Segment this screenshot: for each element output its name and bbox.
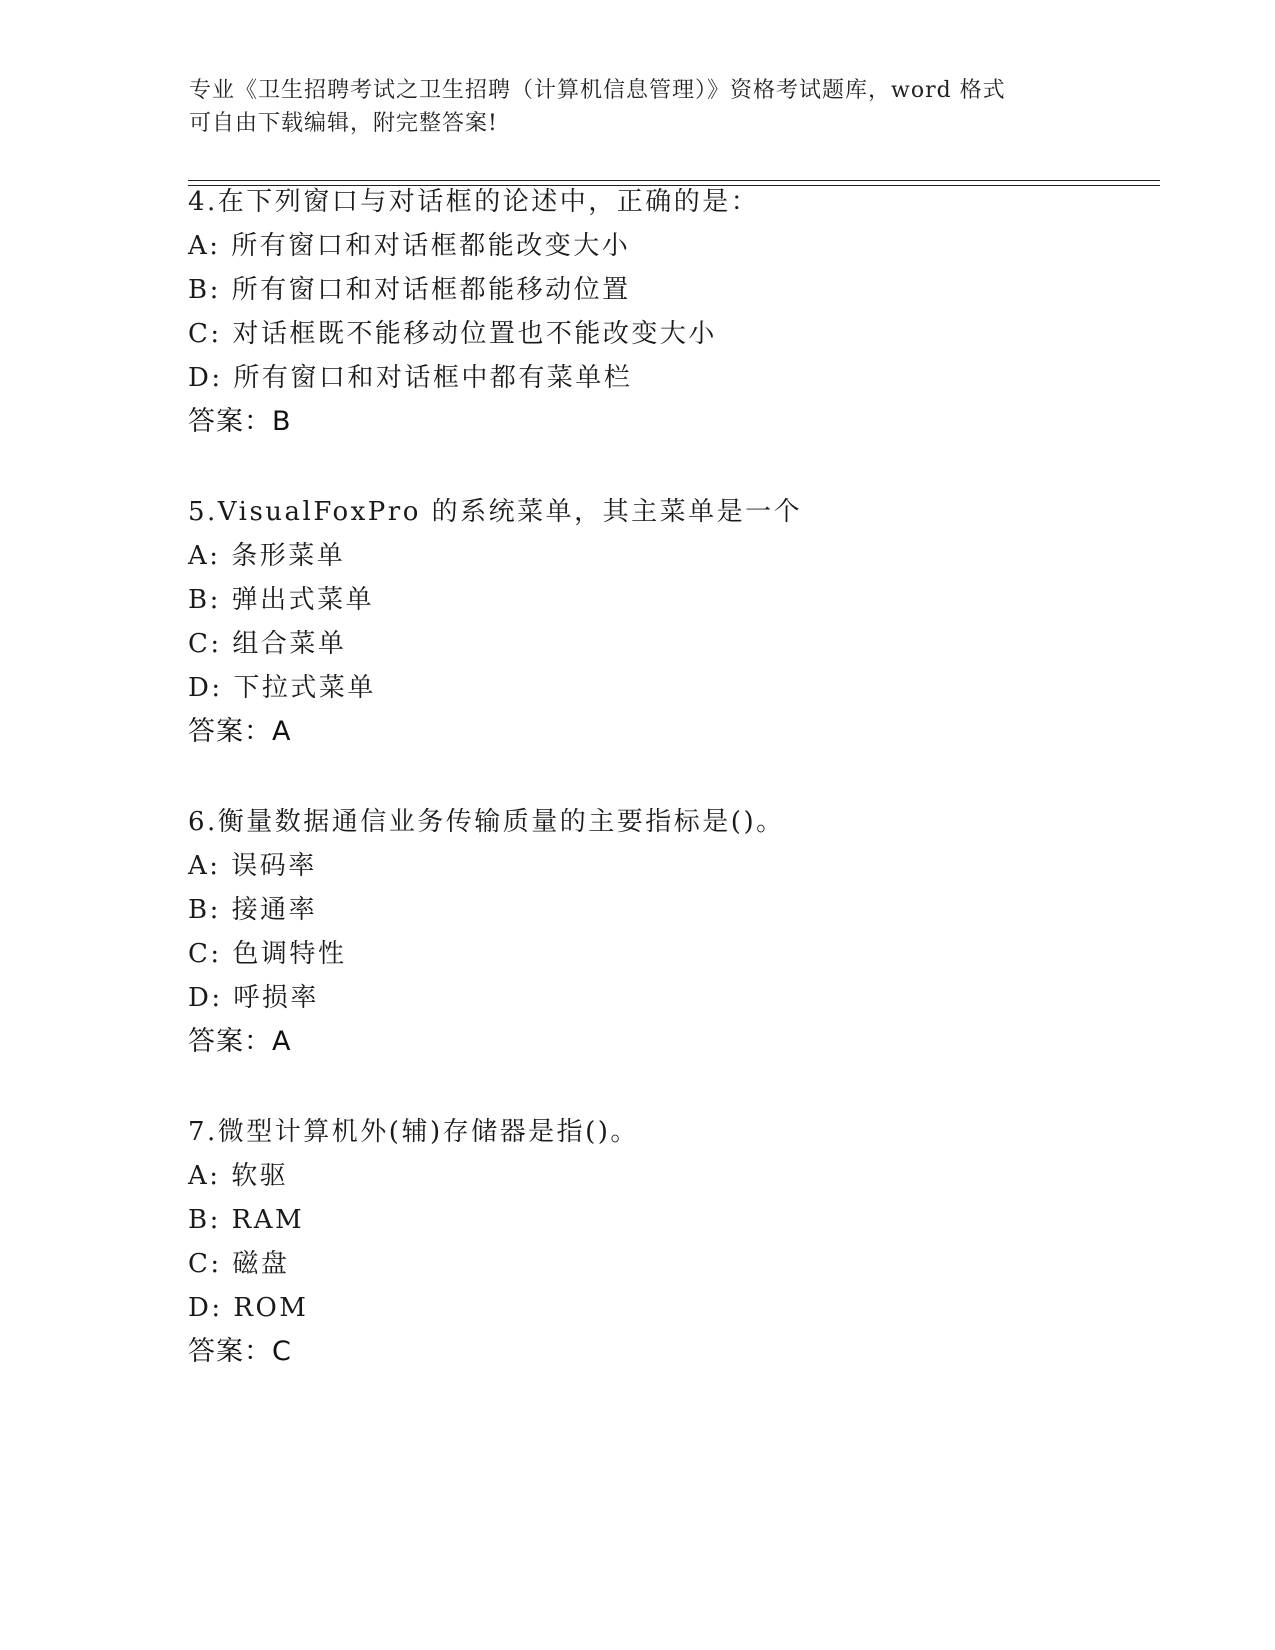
header-line-1: 专业《卫生招聘考试之卫生招聘（计算机信息管理）》资格考试题库，word 格式 <box>189 78 1006 103</box>
answer-line: 答案：B <box>188 406 292 437</box>
header-line-2: 可自由下载编辑，附完整答案! <box>189 111 498 136</box>
option-c: C: 磁盘 <box>188 1249 290 1279</box>
option-d: D: 下拉式菜单 <box>188 673 376 703</box>
option-a: A: 软驱 <box>188 1161 289 1191</box>
option-c: C: 色调特性 <box>188 939 347 969</box>
answer-line: 答案：A <box>188 716 292 747</box>
option-b: B: RAM <box>188 1205 305 1235</box>
question-stem: 6.衡量数据通信业务传输质量的主要指标是()。 <box>188 807 785 837</box>
option-d: D: 呼损率 <box>188 983 319 1013</box>
document-header <box>189 74 1089 140</box>
option-d: D: 所有窗口和对话框中都有菜单栏 <box>188 363 633 393</box>
header-divider-top <box>188 180 1160 181</box>
option-b: B: 弹出式菜单 <box>188 585 375 615</box>
question-stem: 7.微型计算机外(辅)存储器是指()。 <box>188 1117 639 1147</box>
option-a: A: 误码率 <box>188 851 317 881</box>
answer-line: 答案：C <box>188 1336 292 1367</box>
option-a: A: 条形菜单 <box>188 541 346 571</box>
option-c: C: 对话框既不能移动位置也不能改变大小 <box>188 319 717 349</box>
option-c: C: 组合菜单 <box>188 629 347 659</box>
question-stem: 5.VisualFoxPro 的系统菜单，其主菜单是一个 <box>188 497 803 527</box>
option-a: A: 所有窗口和对话框都能改变大小 <box>188 231 631 261</box>
option-b: B: 所有窗口和对话框都能移动位置 <box>188 275 631 305</box>
answer-line: 答案：A <box>188 1026 292 1057</box>
option-d: D: ROM <box>188 1293 309 1323</box>
header-divider-bottom <box>188 185 1160 186</box>
option-b: B: 接通率 <box>188 895 318 925</box>
question-stem: 4.在下列窗口与对话框的论述中，正确的是： <box>188 187 760 217</box>
